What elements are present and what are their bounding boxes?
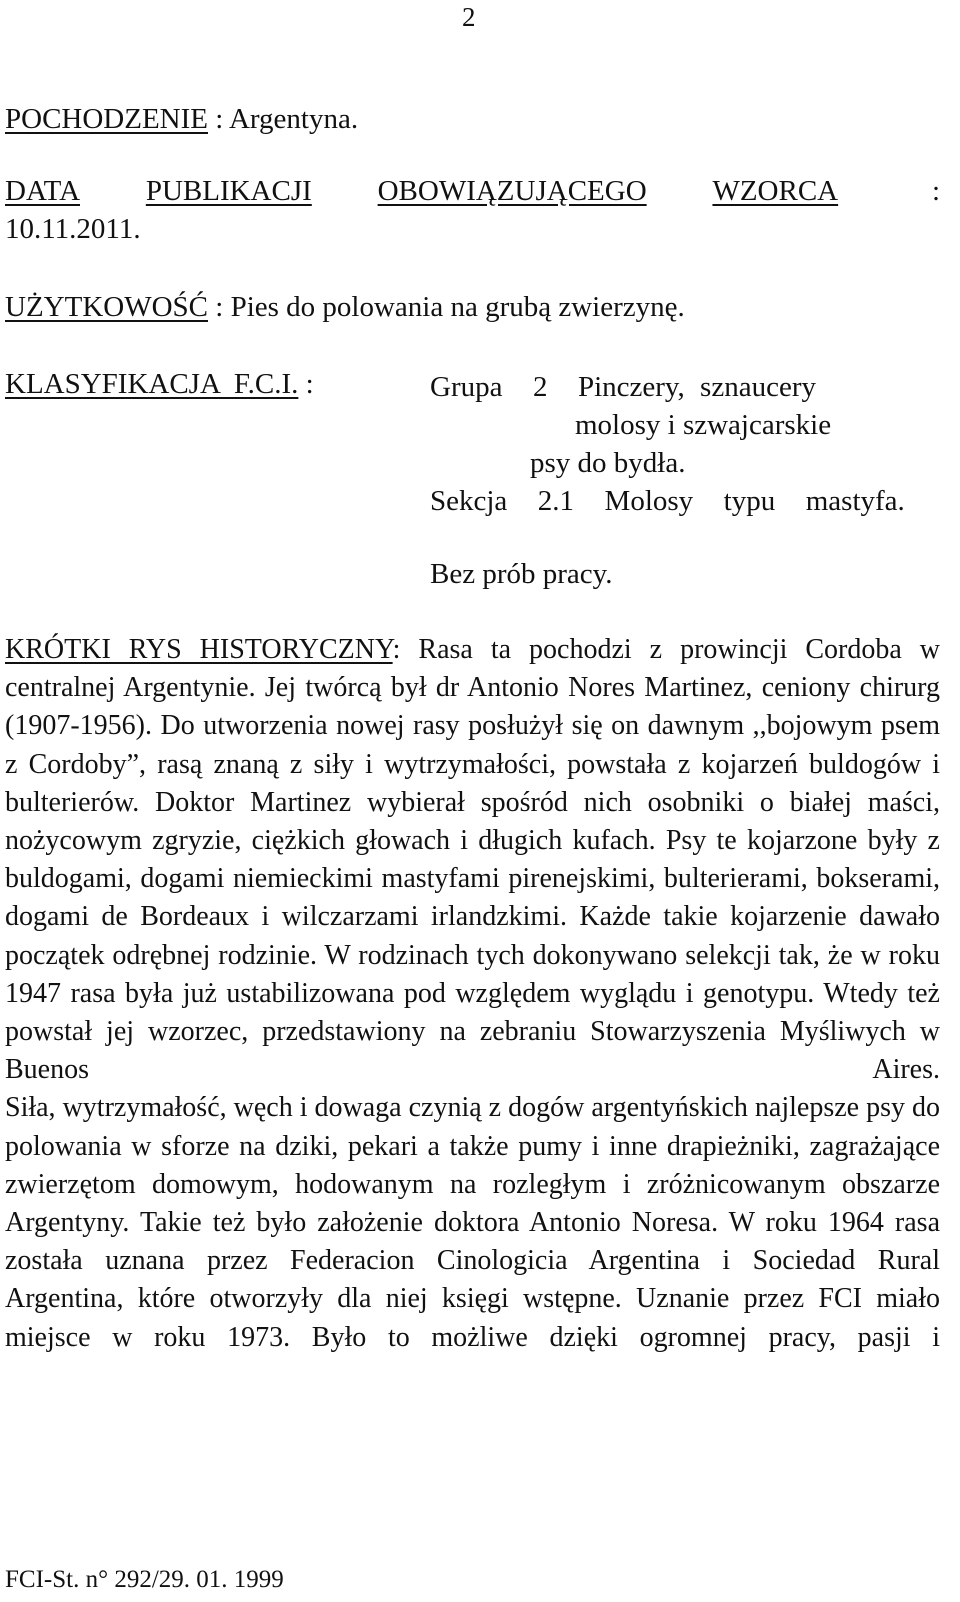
publication-label-word: WZORCA — [712, 175, 839, 207]
history-text-1: Rasa ta pochodzi z prowincji Cordoba w centralnej Argentynie. Jej twórcą był dr Antonio Nores Martinez, ceniony chirurg (1907-1956). Do utworzenia nowej rasy posłużył się on dawnym ,,bojowym psem z Cordoby”, rasą znaną z siły i wytrzymałości, powstała z kojarzeń buldogów i bulterierów. Doktor Martinez wybierał spośród nich osobniki o białej maści, nożycowym zgryzie, ciężkich głowach i długich kufach. Psy te kojarzone były z buldogami, dogami niemieckimi mastyfami pirenejskimi, bulterierami, bokserami, dogami de Bordeaux i wilczarzami irlandzkimi. Każde takie kojarzenie dawało początek odrębnej rodzinie. W rodzinach tych dokonywano selekcji tak, że w roku 1947 rasa była już ustabilizowana pod względem wyglądu i genotypu. Wtedy też powstał jej wzorzec, przedstawiony na zebraniu Stowarzyszenia Myśliwych w Buenos Aires. — [5, 634, 941, 1086]
classification-heading — [5, 368, 314, 400]
history-text-2: Siła, wytrzymałość, węch i dowaga czynią z dogów argentyńskich najlepsze psy do polowania w sforze na dziki, pekari a także pumy i inne drapieżniki, zagrażające zwierzętom domowym, hodowanym na rozległym i zróżnicowanym obszarze Argentyny. Takie też było założenie doktora Antonio Noresa. W roku 1964 rasa została uznana przez Federacion Cinologicia Argentina i Sociedad Rural Argentina, które otworzyły dla niej księgi wstępne. Uznanie przez FCI miało miejsce w roku 1973. Było to możliwe dzięki ogromnej pracy, pasji i — [5, 1092, 940, 1353]
publication-label-word: OBOWIĄZUJĄCEGO — [377, 175, 647, 207]
classification-group: Grupa 2 Pinczery, sznaucery — [430, 371, 816, 403]
origin-line — [5, 103, 358, 135]
classification-separator: : — [298, 368, 314, 400]
no-work-trial: Bez prób pracy. — [430, 558, 613, 590]
page-number: 2 — [462, 2, 476, 32]
standard-reference-footer: FCI-St. n° 292/29. 01. 1999 — [5, 1566, 284, 1593]
classification-group-cont: psy do bydła. — [530, 447, 686, 479]
utility-line — [5, 291, 685, 323]
origin-label: POCHODZENIE — [5, 103, 208, 135]
classification-section: Sekcja 2.1 Molosy typu mastyfa. — [430, 485, 905, 517]
history-label: KRÓTKI RYS HISTORYCZNY — [5, 634, 393, 665]
history-paragraph-2 — [5, 1089, 940, 1356]
publication-label-word: DATA — [5, 175, 81, 207]
origin-value: Argentyna. — [228, 103, 359, 135]
utility-value: Pies do polowania na grubą zwierzynę. — [230, 291, 685, 323]
publication-date-heading — [5, 175, 940, 207]
utility-label: UŻYTKOWOŚĆ — [5, 291, 208, 323]
publication-date-value: 10.11.2011. — [5, 213, 141, 245]
history-separator: : — [392, 634, 419, 665]
publication-label-word: PUBLIKACJI — [145, 175, 312, 207]
classification-group-cont: molosy i szwajcarskie — [575, 409, 832, 441]
origin-separator: : — [208, 103, 229, 135]
history-section — [5, 631, 940, 1357]
utility-separator: : — [208, 291, 231, 323]
classification-label: KLASYFIKACJA F.C.I. — [5, 368, 299, 400]
classification-details — [430, 368, 905, 520]
history-paragraph-1 — [5, 631, 940, 1089]
publication-colon: : — [931, 175, 940, 207]
